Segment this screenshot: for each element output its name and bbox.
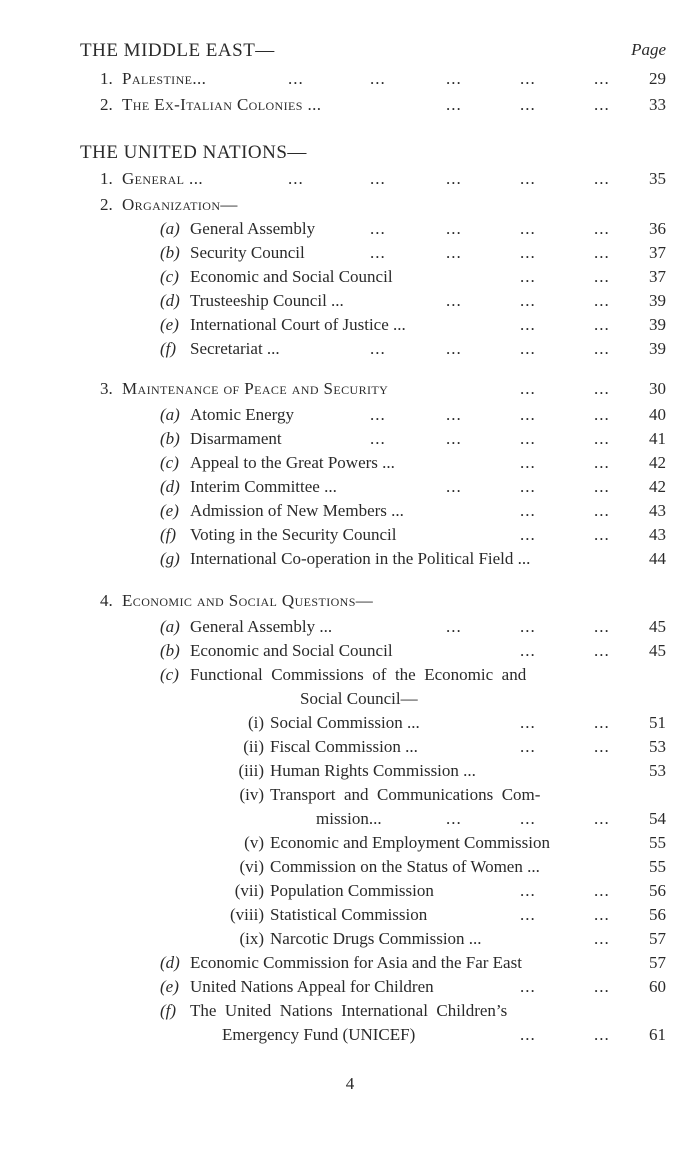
- leader-dots: ...: [520, 243, 536, 262]
- section-heading-united-nations: THE UNITED NATIONS—: [80, 142, 307, 163]
- entry-number: 1.: [100, 169, 113, 188]
- entry-roman: (iv): [239, 785, 264, 804]
- leader-dots: ...: [520, 617, 536, 636]
- entry-letter: (a): [160, 405, 180, 424]
- page-number: 35: [649, 169, 666, 188]
- leader-dots: ...: [520, 339, 536, 358]
- leader-dots: ...: [370, 405, 386, 424]
- entry-letter: (g): [160, 549, 180, 568]
- toc-entry[interactable]: [0, 474, 700, 500]
- entry-title: General Assembly: [190, 219, 316, 238]
- toc-entry[interactable]: [0, 878, 700, 904]
- page-number: 54: [649, 809, 666, 828]
- toc-entry[interactable]: [0, 92, 700, 118]
- toc-entry[interactable]: [0, 588, 700, 614]
- entry-title: Statistical Commission: [270, 905, 428, 924]
- leader-dots: ...: [594, 243, 610, 262]
- leader-dots: ...: [446, 243, 462, 262]
- leader-dots: ...: [370, 169, 386, 188]
- entry-title: Economic and Social Questions—: [122, 591, 374, 610]
- entry-title-continuation: Emergency Fund (UNICEF): [222, 1025, 416, 1044]
- leader-dots: ...: [594, 69, 610, 88]
- leader-dots: ...: [446, 219, 462, 238]
- leader-dots: ...: [370, 339, 386, 358]
- page-number: 45: [649, 617, 666, 636]
- entry-letter: (c): [160, 453, 179, 472]
- entry-title: Social Commission ...: [270, 713, 420, 732]
- page-number: 45: [649, 641, 666, 660]
- entry-letter: (e): [160, 315, 179, 334]
- leader-dots: ...: [594, 881, 610, 900]
- leader-dots: ...: [520, 405, 536, 424]
- toc-entry[interactable]: [0, 974, 700, 1000]
- entry-title-continuation: mission...: [316, 809, 382, 828]
- entry-number: 1.: [100, 69, 113, 88]
- toc-entry[interactable]: [0, 902, 700, 928]
- leader-dots: ...: [594, 477, 610, 496]
- leader-dots: ...: [520, 1025, 536, 1044]
- entry-title: International Co-operation in the Political Field ...: [190, 549, 531, 568]
- entry-letter: (b): [160, 243, 180, 262]
- leader-dots: ...: [520, 315, 536, 334]
- leader-dots: ...: [594, 977, 610, 996]
- entry-letter: (a): [160, 219, 180, 238]
- toc-entry[interactable]: [0, 376, 700, 402]
- leader-dots: ...: [520, 977, 536, 996]
- toc-entry[interactable]: [0, 426, 700, 452]
- entry-title: Economic Commission for Asia and the Far East: [190, 953, 522, 972]
- entry-number: 2.: [100, 195, 113, 214]
- entry-title: Economic and Social Council: [190, 267, 393, 286]
- leader-dots: ...: [520, 453, 536, 472]
- entry-number: 3.: [100, 379, 113, 398]
- toc-entry[interactable]: [0, 926, 700, 952]
- leader-dots: ...: [446, 405, 462, 424]
- leader-dots: ...: [594, 905, 610, 924]
- page-number: 43: [649, 525, 666, 544]
- toc-entry[interactable]: [0, 614, 700, 640]
- entry-title: Security Council: [190, 243, 305, 262]
- entry-title: Narcotic Drugs Commission ...: [270, 929, 482, 948]
- leader-dots: ...: [288, 169, 304, 188]
- entry-roman: (viii): [230, 905, 264, 924]
- toc-entry[interactable]: [0, 402, 700, 428]
- entry-title: General ...: [122, 169, 204, 188]
- page-column-label: Page: [631, 40, 666, 59]
- leader-dots: ...: [446, 477, 462, 496]
- entry-letter: (c): [160, 267, 179, 286]
- page-number: 41: [649, 429, 666, 448]
- entry-letter: (d): [160, 291, 180, 310]
- leader-dots: ...: [520, 809, 536, 828]
- leader-dots: ...: [594, 95, 610, 114]
- page-number: 53: [649, 737, 666, 756]
- page-number: 30: [649, 379, 666, 398]
- leader-dots: ...: [370, 69, 386, 88]
- entry-roman: (ix): [239, 929, 264, 948]
- leader-dots: ...: [520, 69, 536, 88]
- page-number: 37: [649, 267, 666, 286]
- toc-entry[interactable]: [0, 734, 700, 760]
- leader-dots: ...: [594, 617, 610, 636]
- leader-dots: ...: [520, 95, 536, 114]
- leader-dots: ...: [446, 429, 462, 448]
- entry-title: Disarmament: [190, 429, 282, 448]
- entry-title: Atomic Energy: [190, 405, 295, 424]
- entry-letter: (a): [160, 617, 180, 636]
- leader-dots: ...: [594, 737, 610, 756]
- toc-entry[interactable]: [0, 854, 700, 880]
- toc-entry[interactable]: [0, 450, 700, 476]
- leader-dots: ...: [446, 291, 462, 310]
- entry-letter: (f): [160, 525, 177, 544]
- leader-dots: ...: [520, 169, 536, 188]
- leader-dots: ...: [370, 429, 386, 448]
- entry-title: The Ex-Italian Colonies ...: [122, 95, 322, 114]
- toc-entry[interactable]: [0, 66, 700, 92]
- leader-dots: ...: [594, 501, 610, 520]
- page-number: 36: [649, 219, 666, 238]
- leader-dots: ...: [520, 525, 536, 544]
- page-number: 56: [649, 881, 666, 900]
- leader-dots: ...: [520, 291, 536, 310]
- entry-letter: (e): [160, 501, 179, 520]
- section-heading-middle-east: THE MIDDLE EAST—: [80, 40, 275, 61]
- leader-dots: ...: [594, 641, 610, 660]
- toc-entry-continuation[interactable]: [0, 806, 700, 832]
- toc-entry[interactable]: [0, 710, 700, 736]
- page-number: 57: [649, 953, 666, 972]
- leader-dots: ...: [446, 809, 462, 828]
- page-number: 42: [649, 453, 666, 472]
- leader-dots: ...: [594, 291, 610, 310]
- entry-title: Secretariat ...: [190, 339, 280, 358]
- toc-entry[interactable]: [0, 240, 700, 266]
- toc-entry[interactable]: [0, 166, 700, 192]
- leader-dots: ...: [594, 453, 610, 472]
- leader-dots: ...: [520, 379, 536, 398]
- entry-title: The United Nations International Children’s: [190, 1001, 508, 1020]
- toc-entry[interactable]: [0, 216, 700, 242]
- entry-title: Human Rights Commission ...: [270, 761, 476, 780]
- page-number: 56: [649, 905, 666, 924]
- leader-dots: ...: [520, 477, 536, 496]
- entry-letter: (f): [160, 339, 177, 358]
- entry-title: Commission on the Status of Women ...: [270, 857, 540, 876]
- entry-title: Transport and Communications Com-: [270, 785, 541, 804]
- leader-dots: ...: [594, 525, 610, 544]
- leader-dots: ...: [594, 1025, 610, 1044]
- page-number: 39: [649, 339, 666, 358]
- entry-letter: (b): [160, 641, 180, 660]
- entry-number: 2.: [100, 95, 113, 114]
- toc-entry[interactable]: [0, 998, 700, 1024]
- toc-entry[interactable]: [0, 312, 700, 338]
- footer-page-number: 4: [345, 1074, 355, 1093]
- entry-title: Population Commission: [270, 881, 434, 900]
- entry-roman: (iii): [238, 761, 264, 780]
- leader-dots: ...: [520, 641, 536, 660]
- entry-roman: (i): [247, 713, 264, 732]
- leader-dots: ...: [446, 69, 462, 88]
- entry-title: Palestine...: [122, 69, 207, 88]
- leader-dots: ...: [446, 95, 462, 114]
- entry-letter: (e): [160, 977, 179, 996]
- leader-dots: ...: [446, 339, 462, 358]
- page-number: 40: [649, 405, 666, 424]
- toc-entry[interactable]: [0, 522, 700, 548]
- page-number: 44: [649, 549, 666, 568]
- leader-dots: ...: [594, 429, 610, 448]
- leader-dots: ...: [594, 315, 610, 334]
- leader-dots: ...: [594, 929, 610, 948]
- toc-entry[interactable]: [0, 950, 700, 976]
- leader-dots: ...: [520, 737, 536, 756]
- page-number: 61: [649, 1025, 666, 1044]
- entry-number: 4.: [100, 591, 113, 610]
- toc-entry[interactable]: [0, 498, 700, 524]
- leader-dots: ...: [594, 219, 610, 238]
- entry-title: Organization—: [122, 195, 238, 214]
- entry-letter: (b): [160, 429, 180, 448]
- leader-dots: ...: [594, 267, 610, 286]
- entry-title: Functional Commissions of the Economic and: [190, 665, 527, 684]
- entry-title: General Assembly ...: [190, 617, 333, 636]
- entry-roman: (ii): [243, 737, 264, 756]
- entry-title: Interim Committee ...: [190, 477, 337, 496]
- leader-dots: ...: [446, 617, 462, 636]
- page-number: 55: [649, 833, 666, 852]
- page-number: 29: [649, 69, 666, 88]
- toc-entry[interactable]: [0, 192, 700, 218]
- page-number: 60: [649, 977, 666, 996]
- entry-title: Admission of New Members ...: [190, 501, 404, 520]
- page-number: 51: [649, 713, 666, 732]
- toc-entry[interactable]: [0, 264, 700, 290]
- entry-title: Fiscal Commission ...: [270, 737, 418, 756]
- leader-dots: ...: [370, 243, 386, 262]
- leader-dots: ...: [520, 429, 536, 448]
- toc-entry[interactable]: [0, 336, 700, 362]
- toc-entry-continuation[interactable]: [0, 1022, 700, 1048]
- leader-dots: ...: [594, 405, 610, 424]
- page-number: 55: [649, 857, 666, 876]
- leader-dots: ...: [520, 713, 536, 732]
- entry-title: Trusteeship Council ...: [190, 291, 344, 310]
- leader-dots: ...: [594, 713, 610, 732]
- entry-title: Appeal to the Great Powers ...: [190, 453, 395, 472]
- entry-letter: (d): [160, 477, 180, 496]
- toc-entry[interactable]: [0, 546, 700, 572]
- entry-letter: (c): [160, 665, 179, 684]
- toc-entry[interactable]: [0, 662, 700, 688]
- leader-dots: ...: [520, 267, 536, 286]
- entry-roman: (vii): [234, 881, 264, 900]
- leader-dots: ...: [370, 219, 386, 238]
- page-number: 39: [649, 315, 666, 334]
- toc-entry[interactable]: [0, 288, 700, 314]
- leader-dots: ...: [594, 379, 610, 398]
- entry-title: United Nations Appeal for Children: [190, 977, 434, 996]
- entry-roman: (v): [244, 833, 264, 852]
- entry-title-continuation: Social Council—: [300, 689, 418, 708]
- page-number: 37: [649, 243, 666, 262]
- entry-roman: (vi): [239, 857, 264, 876]
- toc-entry[interactable]: [0, 782, 700, 808]
- entry-title: Maintenance of Peace and Security: [122, 379, 389, 398]
- leader-dots: ...: [446, 169, 462, 188]
- page-number: 33: [649, 95, 666, 114]
- toc-entry[interactable]: [0, 638, 700, 664]
- leader-dots: ...: [520, 881, 536, 900]
- page-number: 53: [649, 761, 666, 780]
- toc-entry[interactable]: [0, 758, 700, 784]
- page-number: 42: [649, 477, 666, 496]
- leader-dots: ...: [520, 219, 536, 238]
- leader-dots: ...: [594, 339, 610, 358]
- page-number: 39: [649, 291, 666, 310]
- leader-dots: ...: [594, 809, 610, 828]
- entry-title: Economic and Employment Commission: [270, 833, 551, 852]
- page-number: 43: [649, 501, 666, 520]
- leader-dots: ...: [288, 69, 304, 88]
- leader-dots: ...: [520, 501, 536, 520]
- toc-entry[interactable]: [0, 830, 700, 856]
- entry-title: Voting in the Security Council: [190, 525, 397, 544]
- entry-title: International Court of Justice ...: [190, 315, 406, 334]
- entry-letter: (d): [160, 953, 180, 972]
- page-number: 57: [649, 929, 666, 948]
- toc-entry-continuation: [0, 686, 700, 712]
- entry-title: Economic and Social Council: [190, 641, 393, 660]
- leader-dots: ...: [594, 169, 610, 188]
- entry-letter: (f): [160, 1001, 177, 1020]
- leader-dots: ...: [520, 905, 536, 924]
